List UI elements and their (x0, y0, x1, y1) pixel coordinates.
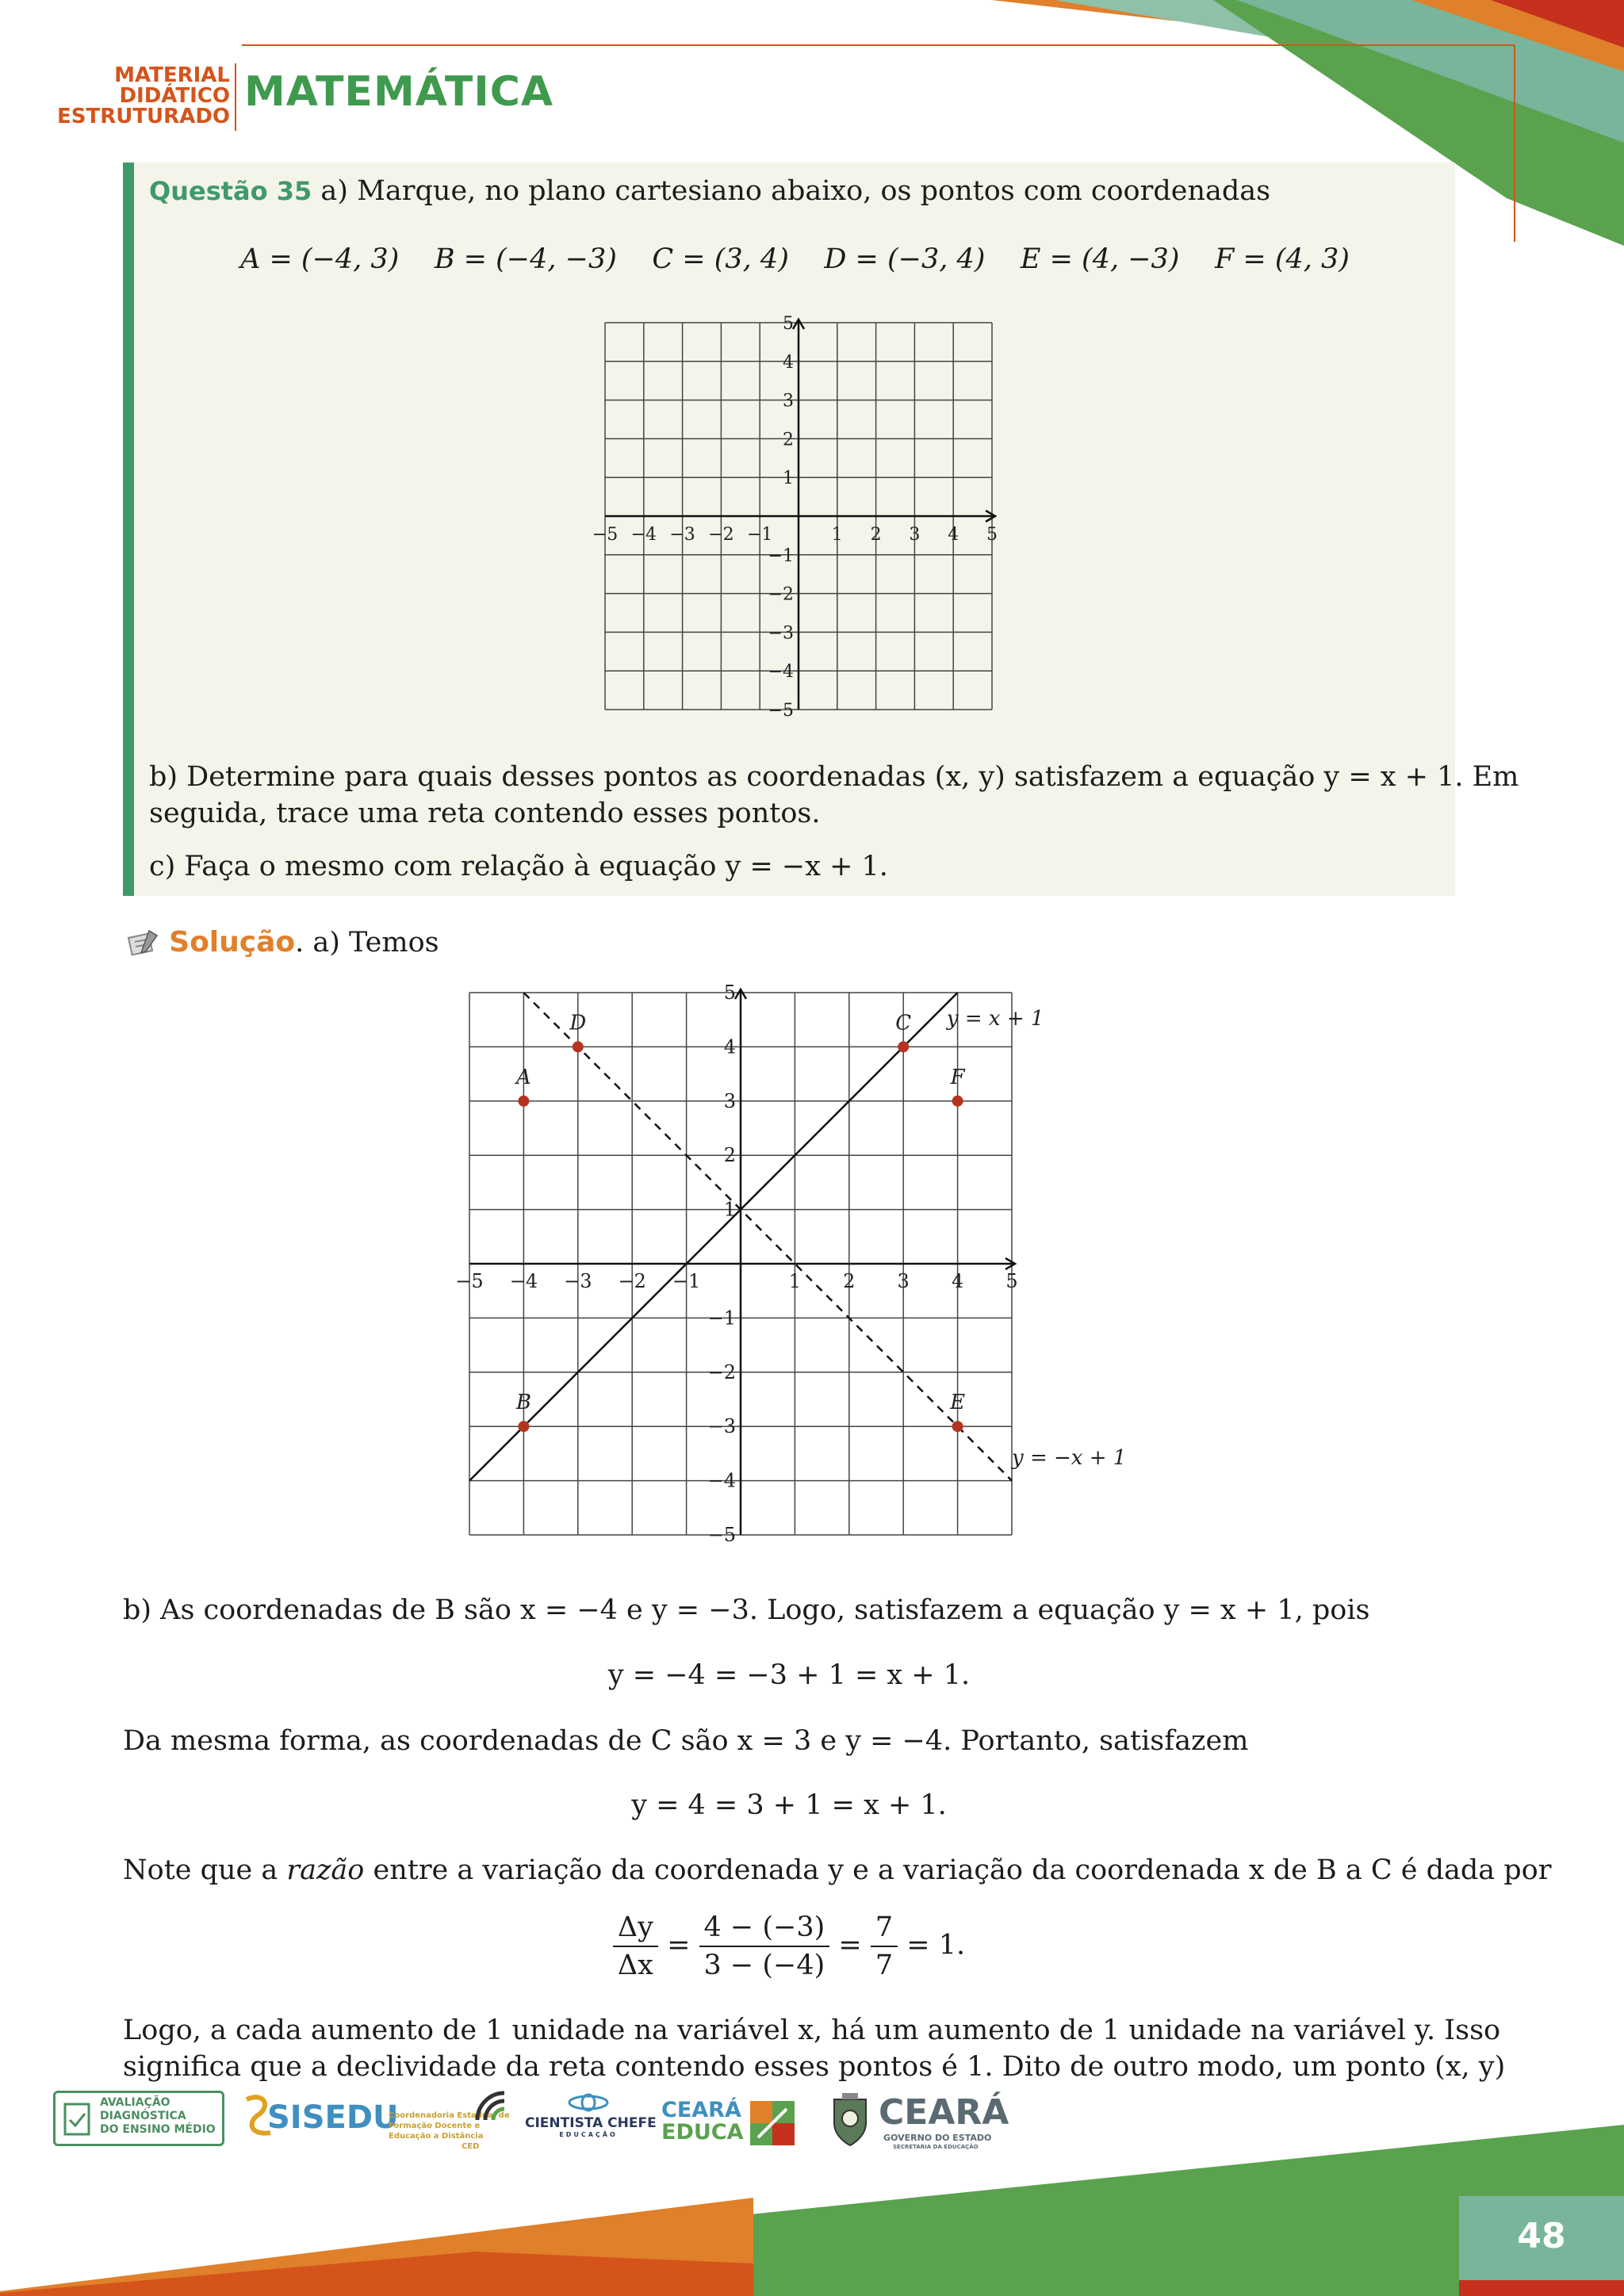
y-tick-label: 1 (723, 1198, 736, 1221)
atom-icon (566, 2093, 611, 2112)
x-tick-label: 4 (948, 525, 959, 545)
point-label-E: E (950, 1391, 966, 1415)
solution-axes (469, 989, 1018, 1535)
page-number: 48 (1517, 2216, 1566, 2256)
point-D (573, 1041, 584, 1052)
y-tick-label: −1 (707, 1307, 736, 1330)
question-accent-bar (123, 163, 134, 896)
solution-heading (127, 924, 439, 961)
point-label-C: C (895, 1011, 912, 1035)
note-pre: Note que a (123, 1854, 287, 1886)
note-post: entre a variação da coordenada y e a variação da coordenada x de B a C é dada por (364, 1854, 1552, 1886)
point-label-F: F (950, 1065, 965, 1089)
x-tick-label: −4 (509, 1270, 538, 1292)
point-E (952, 1421, 963, 1432)
logo-governo-ceara: CEARÁ GOVERNO DO ESTADO SECRETARIA DA EDUCAÇÃO (828, 2090, 1018, 2156)
equation-2: y = 4 = 3 + 1 = x + 1. (631, 1789, 947, 1821)
y-tick-label: 2 (723, 1144, 736, 1167)
state-coat-of-arms-icon (828, 2091, 872, 2149)
x-tick-label: 1 (831, 525, 843, 545)
y-tick-label: 4 (723, 1035, 736, 1058)
y-tick-label: −1 (768, 545, 794, 566)
x-tick-label: 5 (1005, 1270, 1018, 1292)
point-label-B: B (515, 1391, 531, 1415)
y-tick-label: −4 (768, 662, 794, 683)
point-B (518, 1421, 529, 1432)
y-tick-label: −5 (768, 701, 794, 721)
body-note-line (123, 1852, 1551, 1888)
body-c-line: Da mesma forma, as coordenadas de C são x = 3 e y = −4. Portanto, satisfazem (123, 1725, 1249, 1757)
x-tick-label: −5 (592, 525, 619, 545)
solution-label: Solução (169, 926, 296, 959)
x-tick-label: −5 (455, 1270, 484, 1292)
question-label: Questão 35 (149, 176, 312, 206)
point-label-D: D (569, 1011, 587, 1035)
note-emphasis: razão (286, 1854, 365, 1886)
x-tick-label: −3 (669, 525, 695, 545)
point-F (952, 1096, 963, 1107)
y-tick-label: 3 (783, 391, 794, 411)
part-a-text: a) Marque, no plano cartesiano abaixo, os pontos com coordenadas (320, 175, 1271, 207)
x-tick-label: −2 (708, 525, 734, 545)
x-tick-label: −1 (746, 525, 773, 545)
x-tick-label: −1 (672, 1270, 701, 1292)
line-label-y-eq-minus-x-plus-1: y = −x + 1 (1012, 1446, 1127, 1471)
x-tick-label: 2 (843, 1270, 856, 1292)
brand-line-1: MATERIAL (114, 63, 230, 87)
blank-coordinate-grid (575, 313, 1003, 725)
body-last-2: significa que a declividade da reta contendo esses pontos é 1. Dito de outro modo, um ponto (x, y) (123, 2051, 1506, 2083)
x-tick-label: 2 (870, 525, 882, 545)
brand-line-2: DIDÁTICO (119, 84, 230, 108)
x-tick-label: 1 (788, 1270, 802, 1292)
x-tick-label: −3 (564, 1270, 592, 1292)
y-tick-label: −3 (707, 1415, 736, 1438)
x-tick-label: 3 (897, 1270, 910, 1292)
y-tick-label: 4 (783, 352, 794, 373)
solution-lines (469, 993, 1126, 1481)
y-tick-label: −2 (768, 584, 794, 605)
y-tick-label: −2 (707, 1360, 736, 1383)
line-y-eq-minus-x-plus-1 (523, 993, 1012, 1481)
line-label-y-eq-x-plus-1: y = x + 1 (946, 1007, 1044, 1031)
blank-axes (605, 320, 995, 710)
fraction-delta: $\frac{\Delta y}{\Delta x}$ (613, 1909, 658, 1984)
x-tick-label: 5 (986, 525, 998, 545)
fraction-result: $\frac{7}{7}$ (871, 1909, 898, 1984)
blank-tick-labels (592, 314, 998, 721)
point-C (898, 1041, 909, 1052)
fraction-tail: = 1. (906, 1929, 966, 1961)
subject-title: MATEMÁTICA (244, 68, 554, 116)
y-tick-label: −5 (707, 1524, 736, 1546)
x-tick-label: 3 (909, 525, 921, 545)
fraction-values: $\frac{4 - (-3)}{3 - (-4)}$ (699, 1909, 830, 1984)
points-list: A = (−4, 3) B = (−4, −3) C = (3, 4) D = (−3, 4) E = (4, −3) F = (4, 3) (240, 243, 1350, 275)
brand-line-3: ESTRUTURADO (56, 105, 230, 128)
logo-ced: Coordenadoria Estadual de Formação Docente e Educação a Distância CED (389, 2090, 515, 2153)
y-tick-label: −4 (707, 1469, 736, 1492)
y-tick-label: 3 (723, 1089, 736, 1112)
y-tick-label: −3 (768, 623, 794, 644)
body-last-1: Logo, a cada aumento de 1 unidade na variável x, há um aumento de 1 unidade na variável y. Isso (123, 2015, 1501, 2046)
solution-intro: . a) Temos (295, 927, 439, 959)
question-part-a (149, 173, 1270, 209)
point-A (518, 1096, 529, 1107)
logo-avaliacao: AVALIAÇÃO DIAGNÓSTICA DO ENSINO MÉDIO (53, 2091, 224, 2146)
logo-cientista-chefe: CIENTISTA CHEFE EDUCAÇÃO (525, 2093, 652, 2149)
logo-ceara-educa: CEARÁ EDUCA (661, 2099, 804, 2150)
x-tick-label: −4 (630, 525, 657, 545)
clipboard-check-icon (62, 2099, 94, 2137)
body-b-line: b) As coordenadas de B são x = −4 e y = −3. Logo, satisfazem a equação y = x + 1, pois (123, 1594, 1370, 1626)
question-part-b-2: seguida, trace uma reta contendo esses pontos. (149, 798, 821, 829)
line-y-eq-x-plus-1 (469, 993, 958, 1481)
y-tick-label: 5 (783, 314, 794, 334)
solution-chart (444, 975, 1158, 1554)
question-part-c: c) Faça o mesmo com relação à equação y = −x + 1. (149, 851, 888, 882)
brand-logo (48, 65, 230, 127)
x-tick-label: 4 (951, 1270, 964, 1292)
point-label-A: A (516, 1065, 531, 1089)
equation-1: y = −4 = −3 + 1 = x + 1. (607, 1659, 971, 1691)
y-tick-label: 5 (723, 982, 736, 1004)
pencil-paper-icon (127, 928, 160, 956)
ceara-educa-mark-icon (750, 2101, 795, 2145)
x-tick-label: −2 (618, 1270, 646, 1292)
question-part-b-1: b) Determine para quais desses pontos as coordenadas (x, y) satisfazem a equação y = x + 1. Em (149, 761, 1519, 793)
y-tick-label: 1 (783, 469, 794, 489)
fraction-equation: $\frac{\Delta y}{\Delta x}$ = $\frac{4 - (-3)}{3 - (-4)}$ = $\frac{7}{7}$ = 1. (123, 1909, 1455, 1984)
signal-arcs-icon (474, 2090, 514, 2122)
y-tick-label: 2 (783, 430, 794, 450)
